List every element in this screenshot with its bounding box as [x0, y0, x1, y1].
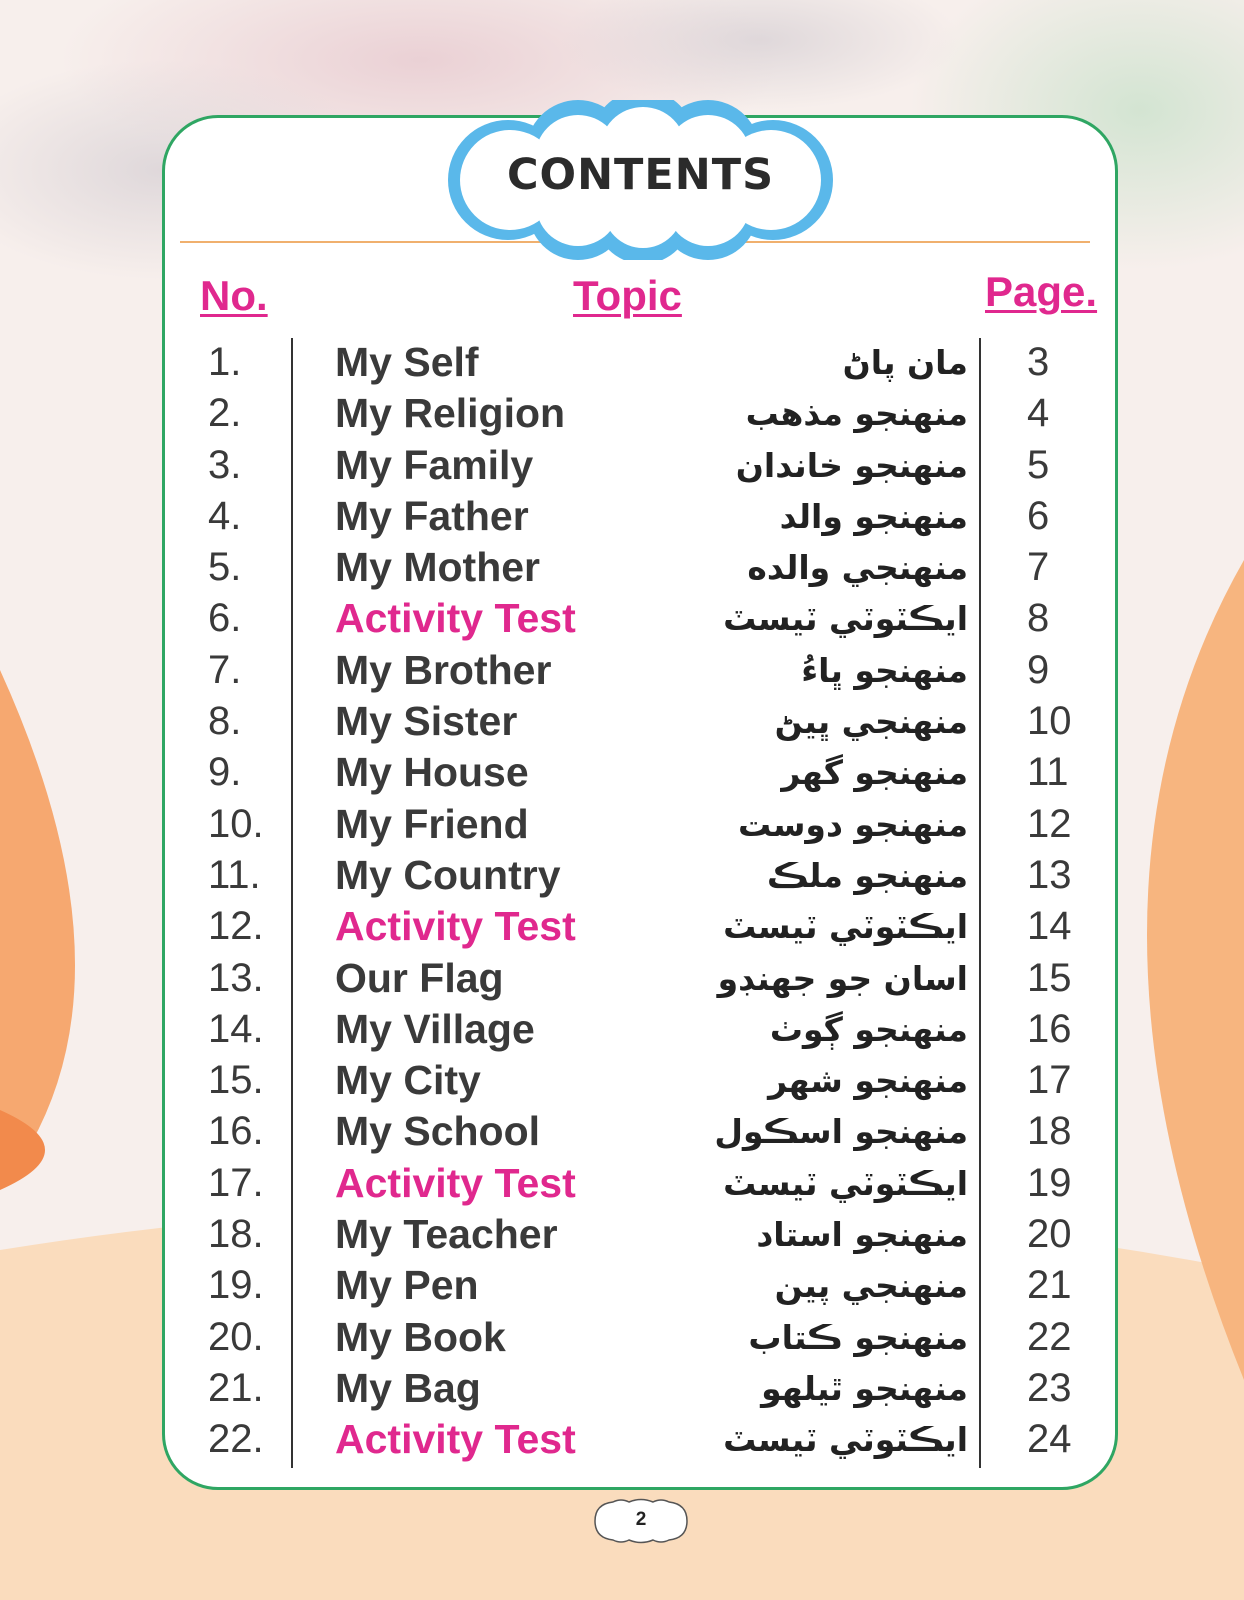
row-topic-activity: Activity Test: [335, 1159, 576, 1206]
row-page: 20: [1027, 1212, 1072, 1257]
contents-row: [0, 1363, 1244, 1414]
row-topic-sindhi: منهنجو شهر: [768, 1061, 968, 1101]
row-page: 3: [1027, 340, 1050, 384]
row-topic-sindhi: منهنجي والده: [747, 548, 968, 588]
row-topic-sindhi: منهنجو والد: [779, 496, 968, 536]
row-number: 12.: [208, 904, 264, 949]
row-topic-sindhi: منهنجو ٿيلهو: [761, 1368, 968, 1408]
row-number: 5.: [208, 545, 242, 590]
row-page: 4: [1027, 391, 1050, 436]
row-page: 19: [1027, 1160, 1072, 1205]
row-topic: Our Flag: [335, 954, 504, 1001]
row-page: 6: [1027, 493, 1050, 538]
row-topic-sindhi: ايڪٽوٽي ٽيسٽ: [723, 599, 968, 639]
row-topic-sindhi: منهنجو ڳوٺ: [769, 1009, 968, 1049]
contents-row: [0, 388, 1244, 439]
row-topic: My Village: [335, 1005, 535, 1052]
row-topic: My Mother: [335, 544, 540, 591]
row-page: 16: [1027, 1006, 1072, 1051]
row-number: 14.: [208, 1006, 264, 1051]
row-topic-activity: Activity Test: [335, 1416, 576, 1463]
row-number: 13.: [208, 955, 264, 1000]
contents-list: [0, 337, 1244, 1466]
header-topic: Topic: [573, 272, 682, 319]
row-page: 10: [1027, 699, 1072, 744]
contents-row: [0, 901, 1244, 952]
row-number: 20.: [208, 1314, 264, 1359]
row-topic: My Family: [335, 441, 534, 488]
contents-row: [0, 953, 1244, 1004]
row-topic-sindhi: ايڪٽوٽي ٽيسٽ: [723, 907, 968, 947]
row-number: 2.: [208, 391, 242, 436]
row-topic-sindhi: منهنجو دوست: [738, 804, 968, 844]
row-topic: My Father: [335, 492, 529, 539]
row-topic: My Bag: [335, 1364, 481, 1411]
contents-row: [0, 696, 1244, 747]
row-topic-sindhi: منهنجي پين: [774, 1266, 968, 1306]
row-topic: My Religion: [335, 390, 566, 437]
row-page: 24: [1027, 1417, 1072, 1462]
row-page: 5: [1027, 442, 1050, 487]
row-topic: My House: [335, 749, 529, 796]
row-topic-sindhi: منهنجو ڀاءُ: [801, 650, 968, 690]
row-topic: My Sister: [335, 698, 518, 745]
contents-row: [0, 440, 1244, 491]
row-topic: My City: [335, 1057, 481, 1104]
row-number: 3.: [208, 442, 242, 487]
row-page: 11: [1027, 750, 1069, 795]
row-number: 7.: [208, 647, 242, 692]
row-topic: My Country: [335, 851, 561, 898]
page-number-badge: [593, 1498, 689, 1544]
contents-title: CONTENTS: [506, 150, 775, 200]
contents-row: [0, 337, 1244, 388]
row-number: 18.: [208, 1212, 264, 1257]
row-topic-sindhi: اسان جو جهنڊو: [717, 958, 968, 998]
row-topic-activity: Activity Test: [335, 903, 576, 950]
row-topic-sindhi: منهنجو اسڪول: [714, 1112, 968, 1152]
header-no: No.: [200, 272, 268, 319]
row-topic: My Pen: [335, 1262, 479, 1309]
row-number: 11.: [208, 852, 261, 897]
contents-row: [0, 593, 1244, 644]
row-topic: My Book: [335, 1313, 506, 1360]
row-topic-sindhi: منهنجي ڀيڻ: [774, 702, 968, 742]
contents-row: [0, 747, 1244, 798]
contents-row: [0, 1312, 1244, 1363]
row-number: 10.: [208, 801, 264, 846]
contents-row: [0, 491, 1244, 542]
row-number: 19.: [208, 1263, 264, 1308]
row-page: 9: [1027, 647, 1050, 692]
row-number: 8.: [208, 699, 242, 744]
row-number: 1.: [208, 340, 242, 384]
row-topic: My Teacher: [335, 1211, 558, 1258]
row-number: 6.: [208, 596, 242, 641]
row-topic-sindhi: منهنجو گهر: [781, 753, 968, 793]
row-number: 17.: [208, 1160, 264, 1205]
contents-row: [0, 1106, 1244, 1157]
row-topic: My School: [335, 1108, 541, 1155]
row-page: 12: [1027, 801, 1072, 846]
contents-row: [0, 850, 1244, 901]
row-topic: My Friend: [335, 800, 529, 847]
contents-row: [0, 1004, 1244, 1055]
row-number: 4.: [208, 493, 242, 538]
row-topic-sindhi: منهنجو استاد: [756, 1215, 968, 1255]
contents-title-cloud: [438, 100, 843, 260]
row-number: 9.: [208, 750, 242, 795]
row-topic: My Brother: [335, 646, 552, 693]
row-page: 18: [1027, 1109, 1072, 1154]
row-page: 22: [1027, 1314, 1072, 1359]
row-page: 13: [1027, 852, 1072, 897]
row-topic-sindhi: منهنجو ملڪ: [767, 855, 968, 895]
header-page: Page.: [985, 268, 1098, 315]
contents-row: [0, 645, 1244, 696]
row-topic-activity: Activity Test: [335, 595, 576, 642]
row-topic-sindhi: منهنجو خاندان: [735, 445, 968, 485]
row-page: 17: [1027, 1058, 1072, 1103]
row-topic-sindhi: منهنجو ڪتاب: [748, 1317, 968, 1357]
row-number: 21.: [208, 1365, 264, 1410]
contents-row: [0, 1414, 1244, 1465]
contents-row: [0, 1055, 1244, 1106]
row-topic-sindhi: ايڪٽوٽي ٽيسٽ: [723, 1163, 968, 1203]
row-page: 21: [1027, 1263, 1072, 1308]
contents-row: [0, 542, 1244, 593]
row-topic: My Self: [335, 339, 479, 385]
row-page: 7: [1027, 545, 1050, 590]
row-number: 15.: [208, 1058, 264, 1103]
row-page: 14: [1027, 904, 1072, 949]
row-number: 16.: [208, 1109, 264, 1154]
row-number: 22.: [208, 1417, 264, 1462]
contents-row: [0, 799, 1244, 850]
page-number: 2: [635, 1509, 647, 1530]
row-page: 23: [1027, 1365, 1072, 1410]
contents-row: [0, 1209, 1244, 1260]
row-page: 8: [1027, 596, 1050, 641]
row-topic-sindhi: مان پاڻ: [842, 343, 968, 382]
row-page: 15: [1027, 955, 1072, 1000]
contents-row: [0, 1158, 1244, 1209]
contents-row: [0, 1260, 1244, 1311]
row-topic-sindhi: منهنجو مذهب: [745, 394, 968, 434]
row-topic-sindhi: ايڪٽوٽي ٽيسٽ: [723, 1420, 968, 1460]
